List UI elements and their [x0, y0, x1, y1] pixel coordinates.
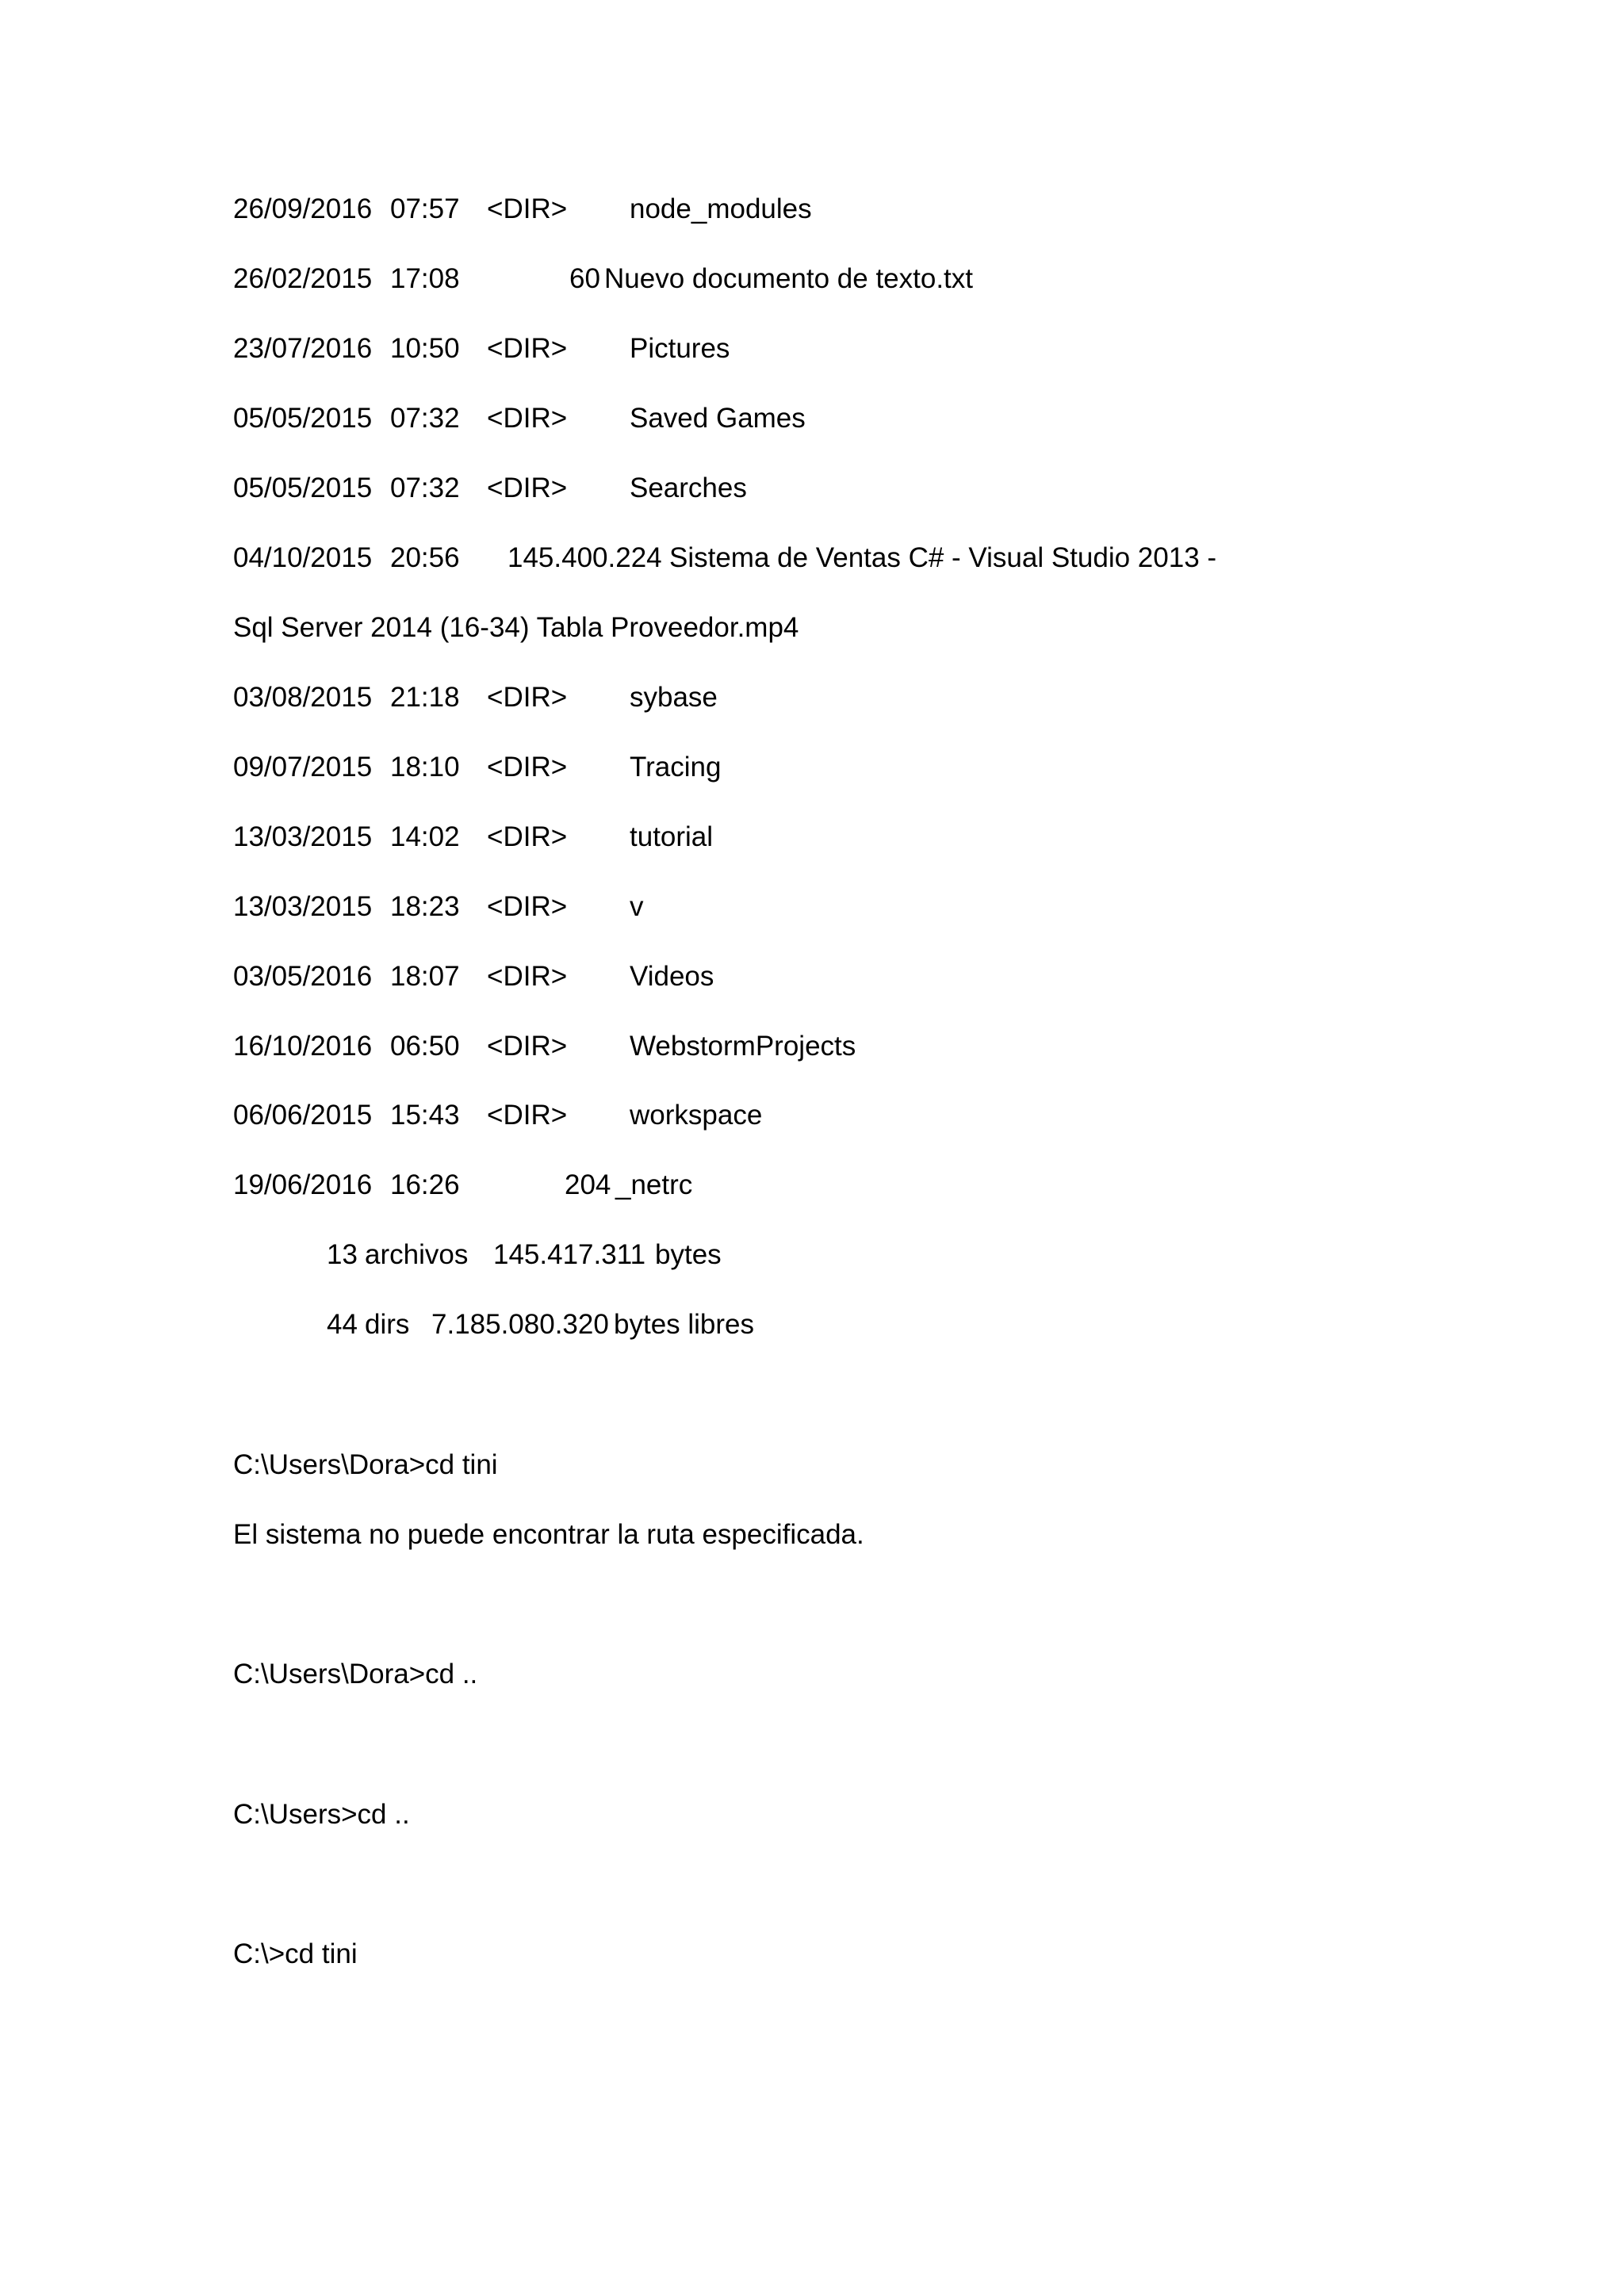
dirs-count: 44	[327, 1309, 358, 1340]
entry-date: 09/07/2015	[233, 752, 373, 783]
entry-dir-tag: <DIR>	[487, 961, 568, 992]
entry-date: 03/05/2016	[233, 961, 373, 992]
listing-row	[0, 265, 1624, 303]
entry-date: 26/02/2015	[233, 263, 373, 294]
entry-time: 07:57	[390, 193, 460, 224]
entry-date: 06/06/2015	[233, 1100, 373, 1131]
entry-date: 05/05/2015	[233, 403, 373, 434]
prompt-line	[0, 1660, 1624, 1698]
entry-name: Sistema de Ventas C# - Visual Studio 2013 -	[669, 542, 1217, 573]
entry-dir-tag: <DIR>	[487, 891, 568, 922]
listing-row	[0, 893, 1624, 931]
entry-dir-tag: <DIR>	[487, 193, 568, 224]
entry-time: 15:43	[390, 1100, 460, 1131]
entry-time: 18:23	[390, 891, 460, 922]
entry-name: Saved Games	[630, 403, 806, 434]
entry-name: v	[630, 891, 644, 922]
entry-dir-tag: <DIR>	[487, 1031, 568, 1062]
entry-time: 06:50	[390, 1031, 460, 1062]
entry-name: _netrc	[615, 1169, 693, 1200]
entry-name: Searches	[630, 473, 747, 503]
listing-row	[0, 195, 1624, 233]
listing-row	[0, 335, 1624, 373]
listing-row-continuation	[0, 614, 1624, 652]
entry-time: 18:10	[390, 752, 460, 783]
entry-date: 13/03/2015	[233, 821, 373, 852]
listing-row	[0, 1032, 1624, 1070]
free-bytes: 7.185.080.320	[431, 1309, 609, 1340]
command-text: C:\Users\Dora>cd tini	[233, 1449, 498, 1480]
entry-time: 14:02	[390, 821, 460, 852]
entry-dir-tag: <DIR>	[487, 403, 568, 434]
entry-dir-tag: <DIR>	[487, 333, 568, 364]
command-text: C:\Users>cd ..	[233, 1799, 410, 1830]
listing-row	[0, 474, 1624, 512]
prompt-line	[0, 1451, 1624, 1489]
files-count: 13	[327, 1239, 358, 1270]
entry-time: 17:08	[390, 263, 460, 294]
listing-row	[0, 753, 1624, 791]
summary-dirs	[0, 1311, 1624, 1349]
dirs-label: dirs	[365, 1309, 410, 1340]
entry-size: 60	[569, 263, 600, 294]
files-bytes-label: bytes	[655, 1239, 722, 1270]
prompt-line	[0, 1940, 1624, 1978]
entry-name: Tracing	[630, 752, 722, 783]
entry-name: node_modules	[630, 193, 812, 224]
listing-row	[0, 404, 1624, 442]
entry-name: tutorial	[630, 821, 714, 852]
listing-row	[0, 544, 1624, 582]
entry-name: WebstormProjects	[630, 1031, 856, 1062]
entry-date: 19/06/2016	[233, 1169, 373, 1200]
entry-date: 05/05/2015	[233, 473, 373, 503]
entry-dir-tag: <DIR>	[487, 682, 568, 713]
free-bytes-label: bytes libres	[614, 1309, 755, 1340]
entry-dir-tag: <DIR>	[487, 1100, 568, 1131]
entry-date: 13/03/2015	[233, 891, 373, 922]
entry-name: Pictures	[630, 333, 730, 364]
entry-name: Videos	[630, 961, 714, 992]
entry-name: Nuevo documento de texto.txt	[604, 263, 973, 294]
entry-name-continuation: Sql Server 2014 (16-34) Tabla Proveedor.mp4	[233, 612, 799, 643]
entry-size: 145.400.224	[508, 542, 662, 573]
entry-time: 16:26	[390, 1169, 460, 1200]
listing-row	[0, 962, 1624, 1001]
files-label: archivos	[365, 1239, 469, 1270]
listing-row	[0, 1101, 1624, 1139]
listing-row	[0, 1171, 1624, 1209]
command-text: C:\Users\Dora>cd ..	[233, 1659, 478, 1689]
prompt-line	[0, 1800, 1624, 1839]
entry-name: sybase	[630, 682, 718, 713]
entry-date: 26/09/2016	[233, 193, 373, 224]
listing-row	[0, 823, 1624, 861]
entry-time: 10:50	[390, 333, 460, 364]
entry-date: 23/07/2016	[233, 333, 373, 364]
entry-size: 204	[565, 1169, 611, 1200]
command-text: C:\>cd tini	[233, 1938, 358, 1969]
entry-dir-tag: <DIR>	[487, 821, 568, 852]
files-bytes: 145.417.311	[493, 1239, 646, 1270]
entry-dir-tag: <DIR>	[487, 752, 568, 783]
error-text: El sistema no puede encontrar la ruta especificada.	[233, 1519, 864, 1550]
error-message	[0, 1521, 1624, 1559]
entry-time: 20:56	[390, 542, 460, 573]
listing-row	[0, 683, 1624, 721]
entry-time: 21:18	[390, 682, 460, 713]
entry-time: 07:32	[390, 403, 460, 434]
entry-name: workspace	[630, 1100, 763, 1131]
summary-files	[0, 1241, 1624, 1279]
entry-date: 03/08/2015	[233, 682, 373, 713]
entry-time: 18:07	[390, 961, 460, 992]
entry-date: 16/10/2016	[233, 1031, 373, 1062]
entry-date: 04/10/2015	[233, 542, 373, 573]
entry-dir-tag: <DIR>	[487, 473, 568, 503]
entry-time: 07:32	[390, 473, 460, 503]
